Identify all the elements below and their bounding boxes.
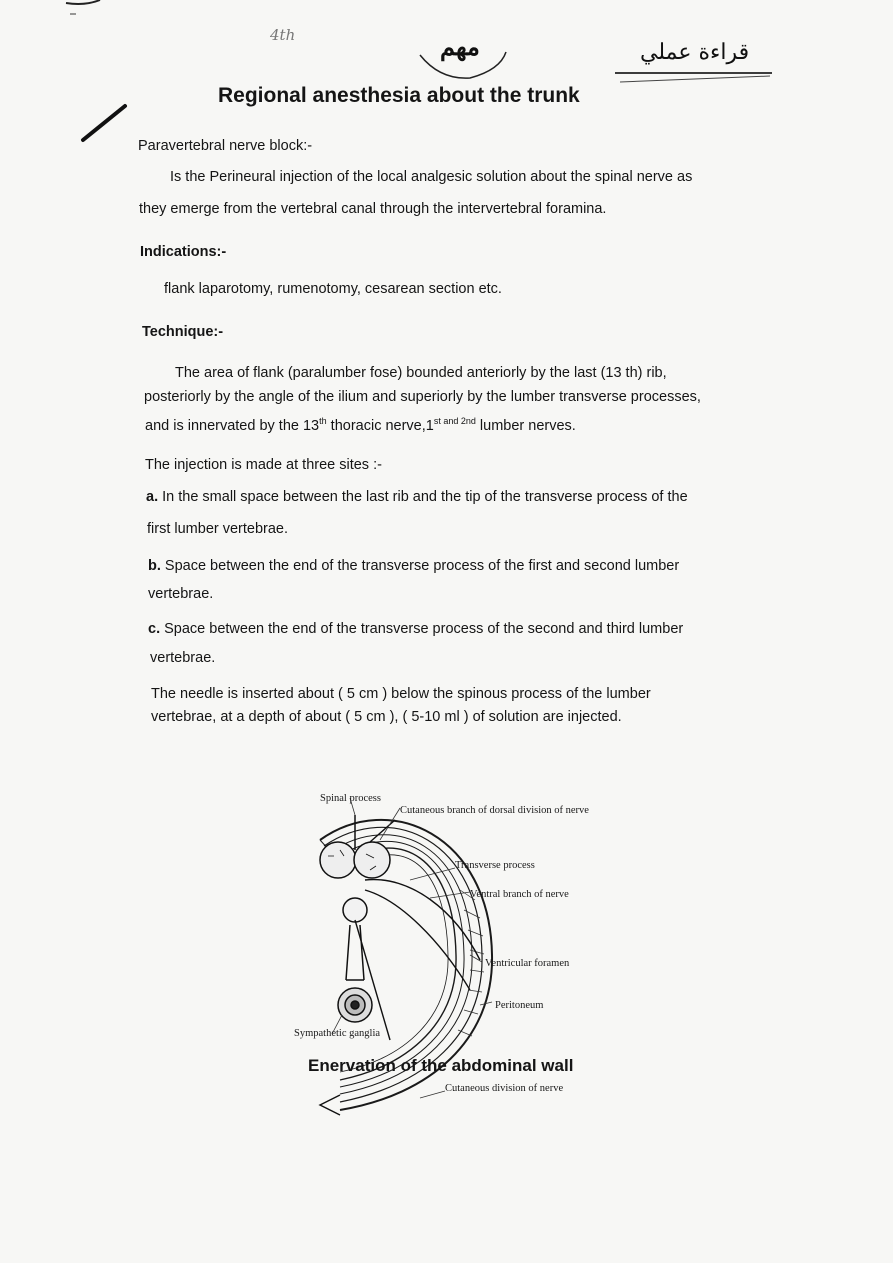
vertebra [320, 815, 390, 1022]
site-b-text: Space between the end of the transverse process of the first and second lumber [160, 558, 680, 574]
label-ventral-branch: Ventral branch of nerve [470, 889, 569, 900]
technique-heading: Technique:- [142, 324, 224, 340]
page-title: Regional anesthesia about the trunk [218, 84, 580, 107]
label-cutaneous-dorsal: Cutaneous branch of dorsal division of nerve [400, 805, 589, 816]
scan-marks [0, 0, 893, 160]
label-spinal-process: Spinal process [320, 793, 381, 804]
needle-line-2: vertebrae, at a depth of about ( 5 cm ), ( 5-10 ml ) of solution are injected. [151, 709, 622, 725]
label-sympathetic-ganglia: Sympathetic ganglia [294, 1028, 381, 1039]
paravertebral-heading: Paravertebral nerve block:- [138, 138, 313, 154]
technique-line-3b: thoracic nerve,1 [326, 417, 434, 434]
technique-line-2: posteriorly by the angle of the ilium and superiorly by the lumber transverse processes, [144, 389, 701, 405]
indications-heading: Indications:- [140, 244, 227, 260]
label-transverse-process: Transverse process [455, 860, 535, 871]
needle-line-1: The needle is inserted about ( 5 cm ) below the spinous process of the lumber [151, 686, 651, 702]
handwritten-arabic-important: مهم [440, 32, 480, 61]
site-c-line-2: vertebrae. [150, 650, 216, 666]
technique-sup-st-2nd: st and 2nd [433, 416, 476, 426]
technique-line-1: The area of flank (paralumber fose) bounded anteriorly by the last (13 th) rib, [175, 365, 667, 381]
handwritten-arabic-practical: قراءة عملي [640, 40, 750, 65]
site-a-line-1 [146, 484, 688, 510]
site-b-line-1 [148, 553, 679, 579]
technique-sup-th: th [319, 416, 327, 426]
paravertebral-line-2: they emerge from the vertebral canal through the intervertebral foramina. [139, 201, 607, 217]
site-c-text: Space between the end of the transverse process of the second and third lumber [160, 621, 684, 637]
site-b-label: b. [148, 558, 161, 574]
site-c-label: c. [148, 621, 161, 637]
sites-intro: The injection is made at three sites :- [145, 457, 382, 473]
site-c-line-1 [148, 616, 683, 642]
technique-line-3 [145, 408, 576, 439]
label-ventricular-foramen: Ventricular foramen [485, 958, 570, 969]
site-a-line-2: first lumber vertebrae. [147, 521, 289, 537]
label-cutaneous-division: Cutaneous division of nerve [445, 1083, 564, 1094]
indications-text: flank laparotomy, rumenotomy, cesarean section etc. [164, 281, 502, 297]
technique-line-3c: lumber nerves. [475, 417, 576, 434]
technique-line-3a: and is innervated by the 13 [145, 417, 320, 434]
site-b-line-2: vertebrae. [148, 586, 214, 602]
site-a-label: a. [146, 489, 159, 505]
abdominal-wall-diagram [280, 780, 640, 1130]
figure-caption: Enervation of the abdominal wall [308, 1056, 574, 1075]
handwritten-grade: 4th [270, 26, 296, 44]
label-pointers [332, 798, 492, 1098]
pen-stroke-mark [83, 106, 125, 140]
label-peritoneum: Peritoneum [495, 1000, 544, 1011]
site-a-text: In the small space between the last rib and the tip of the transverse process of the [158, 489, 688, 505]
paravertebral-line-1: Is the Perineural injection of the local analgesic solution about the spinal nerve as [170, 169, 693, 185]
